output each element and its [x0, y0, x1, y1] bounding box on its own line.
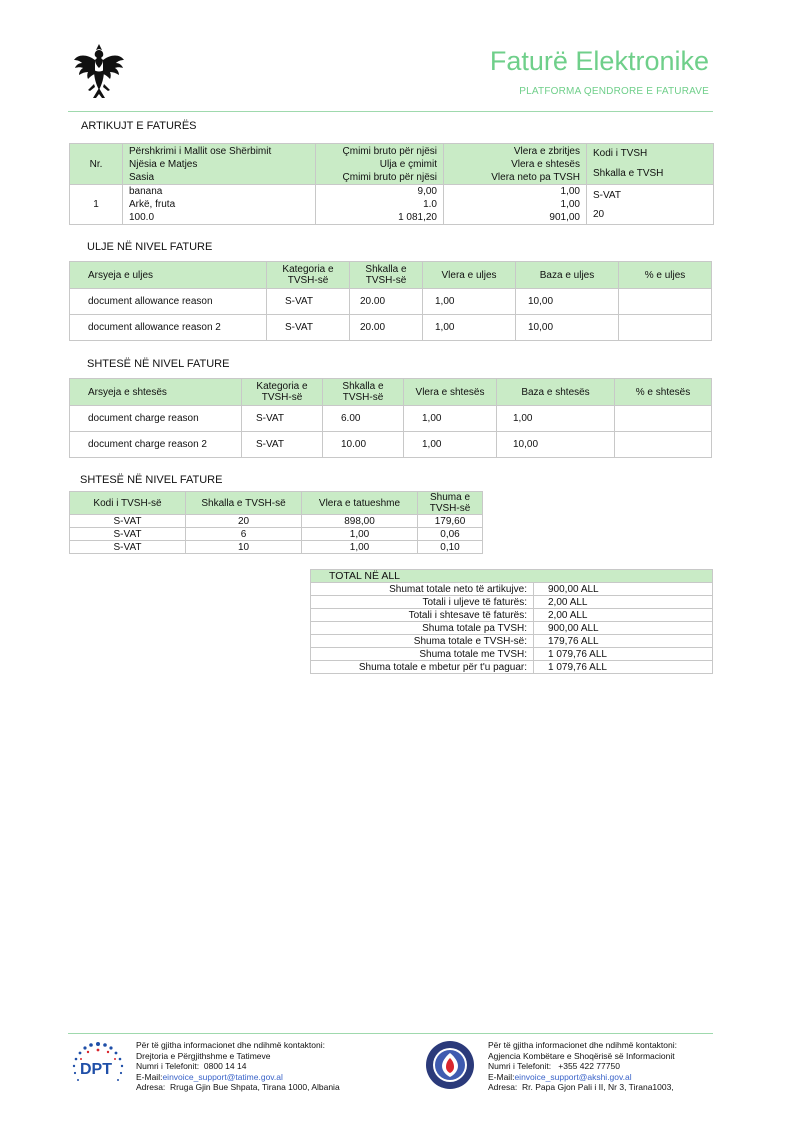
- items-header-nr: Nr.: [70, 144, 123, 185]
- item-price: 9,00 1.0 1 081,20: [316, 185, 444, 225]
- charge-header-base: Baza e shtesës: [497, 379, 615, 406]
- item-value: 1,00 1,00 901,00: [444, 185, 587, 225]
- totals-header-row: [311, 570, 713, 583]
- allowance-header-category: Kategoria e TVSH-së: [267, 262, 350, 289]
- allowance-header-base: Baza e uljes: [516, 262, 619, 289]
- item-desc: banana Arkë, fruta 100.0: [123, 185, 316, 225]
- vat-header-code: Kodi i TVSH-së: [70, 492, 186, 515]
- vat-header-amount: Shuma e TVSH-së: [418, 492, 483, 515]
- vat-header-rate: Shkalla e TVSH-së: [186, 492, 302, 515]
- footer-divider: [68, 1033, 713, 1034]
- items-header-price: Çmimi bruto për njësi Ulja e çmimit Çmimi bruto për njësi: [316, 144, 444, 185]
- allowance-header-rate: Shkalla e TVSH-së: [350, 262, 423, 289]
- table-row: [70, 315, 712, 341]
- footer-left-email: E-Mail:einvoice_support@tatime.gov.al: [136, 1071, 283, 1082]
- table-row: [311, 648, 713, 661]
- table-row: [311, 622, 713, 635]
- vat-taxable: 1,00: [302, 541, 418, 554]
- vat-header-taxable: Vlera e tatueshme: [302, 492, 418, 515]
- total-value: 900,00 ALL: [534, 622, 713, 635]
- dpt-logo-text: DPT: [80, 1061, 112, 1078]
- footer-left-org: Drejtoria e Përgjithshme e Tatimeve: [136, 1050, 271, 1061]
- akshi-seal-icon: [425, 1040, 475, 1090]
- charge-header-rate: Shkalla e TVSH-së: [323, 379, 404, 406]
- charge-header-reason: Arsyeja e shtesës: [70, 379, 242, 406]
- charge-percent: [615, 432, 712, 458]
- allowance-rate: 20.00: [350, 315, 423, 341]
- items-section-title: ARTIKUJT E FATURËS: [81, 120, 197, 132]
- allowance-header-percent: % e uljes: [619, 262, 712, 289]
- allowance-header-row: [70, 262, 712, 289]
- invoice-title: Faturë Elektronike: [489, 46, 709, 76]
- totals-table: [310, 569, 713, 674]
- table-row: [311, 609, 713, 622]
- charge-rate: 6.00: [323, 406, 404, 432]
- total-label: Shuma totale e mbetur për t'u paguar:: [311, 661, 534, 674]
- footer-left-email-link[interactable]: einvoice_support@tatime.gov.al: [162, 1071, 283, 1082]
- table-row: [70, 185, 714, 225]
- footer-right-address: Adresa: Rr. Papa Gjon Pali i II, Nr 3, Tirana1003,: [488, 1082, 674, 1093]
- table-row: [70, 528, 483, 541]
- vat-taxable: 898,00: [302, 515, 418, 528]
- allowance-section-title: ULJE NË NIVEL FATURE: [87, 241, 213, 253]
- charge-header-value: Vlera e shtesës: [404, 379, 497, 406]
- allowance-percent: [619, 289, 712, 315]
- footer-left-phone: Numri i Telefonit: 0800 14 14: [136, 1061, 247, 1072]
- allowance-value: 1,00: [423, 315, 516, 341]
- footer-left-intro: Për të gjitha informacionet dhe ndihmë kontaktoni:: [136, 1040, 326, 1050]
- footer-left-contact: [136, 1040, 386, 1093]
- charge-value: 1,00: [404, 432, 497, 458]
- allowance-reason: document allowance reason: [70, 289, 267, 315]
- total-label: Shuma totale e TVSH-së:: [311, 635, 534, 648]
- total-label: Shuma totale pa TVSH:: [311, 622, 534, 635]
- vat-rate: 6: [186, 528, 302, 541]
- vat-code: S-VAT: [70, 541, 186, 554]
- items-header-row: [70, 144, 714, 185]
- footer-right-contact: [488, 1040, 713, 1093]
- total-value: 1 079,76 ALL: [534, 648, 713, 661]
- allowance-reason: document allowance reason 2: [70, 315, 267, 341]
- footer-right-email: E-Mail:einvoice_support@akshi.gov.al: [488, 1071, 632, 1082]
- total-label: Shumat totale neto të artikujve:: [311, 583, 534, 596]
- table-row: [311, 635, 713, 648]
- vat-amount: 0,10: [418, 541, 483, 554]
- charge-value: 1,00: [404, 406, 497, 432]
- charge-percent: [615, 406, 712, 432]
- vat-taxable: 1,00: [302, 528, 418, 541]
- albanian-eagle-icon: [72, 40, 126, 106]
- total-value: 179,76 ALL: [534, 635, 713, 648]
- vat-header-row: [70, 492, 483, 515]
- charge-base: 10,00: [497, 432, 615, 458]
- table-row: [70, 432, 712, 458]
- charge-header-row: [70, 379, 712, 406]
- footer-left-address: Adresa: Rruga Gjin Bue Shpata, Tirana 1000, Albania: [136, 1082, 340, 1093]
- table-row: [70, 289, 712, 315]
- total-label: Totali i uljeve të faturës:: [311, 596, 534, 609]
- vat-code: S-VAT: [70, 515, 186, 528]
- items-table: [69, 143, 714, 225]
- table-row: [311, 596, 713, 609]
- vat-amount: 0,06: [418, 528, 483, 541]
- table-row: [311, 661, 713, 674]
- total-value: 900,00 ALL: [534, 583, 713, 596]
- allowance-table: [69, 261, 712, 341]
- table-row: [70, 541, 483, 554]
- total-value: 2,00 ALL: [534, 609, 713, 622]
- charge-reason: document charge reason: [70, 406, 242, 432]
- footer-right-email-link[interactable]: einvoice_support@akshi.gov.al: [514, 1071, 632, 1082]
- charge-reason: document charge reason 2: [70, 432, 242, 458]
- total-value: 2,00 ALL: [534, 596, 713, 609]
- vat-rate: 20: [186, 515, 302, 528]
- charge-header-percent: % e shtesës: [615, 379, 712, 406]
- vat-table: [69, 491, 483, 554]
- allowance-value: 1,00: [423, 289, 516, 315]
- table-row: [311, 583, 713, 596]
- items-header-desc: Përshkrimi i Mallit ose Shërbimit Njësia e Matjes Sasia: [123, 144, 316, 185]
- charge-category: S-VAT: [242, 432, 323, 458]
- total-value: 1 079,76 ALL: [534, 661, 713, 674]
- vat-rate: 10: [186, 541, 302, 554]
- allowance-category: S-VAT: [267, 315, 350, 341]
- vat-amount: 179,60: [418, 515, 483, 528]
- allowance-base: 10,00: [516, 315, 619, 341]
- charge-header-category: Kategoria e TVSH-së: [242, 379, 323, 406]
- footer-right-org: Agjencia Kombëtare e Shoqërisë së Informacionit: [488, 1050, 675, 1061]
- header-divider: [68, 111, 713, 112]
- allowance-header-value: Vlera e uljes: [423, 262, 516, 289]
- item-nr: 1: [70, 185, 123, 225]
- vat-code: S-VAT: [70, 528, 186, 541]
- charge-section-title: SHTESË NË NIVEL FATURE: [87, 358, 230, 370]
- allowance-rate: 20.00: [350, 289, 423, 315]
- allowance-percent: [619, 315, 712, 341]
- footer-right-intro: Për të gjitha informacionet dhe ndihmë kontaktoni:: [488, 1040, 678, 1050]
- footer-right-phone: Numri i Telefonit: +355 422 77750: [488, 1061, 620, 1072]
- items-header-vat: Kodi i TVSH Shkalla e TVSH: [587, 144, 714, 185]
- allowance-header-reason: Arsyeja e uljes: [70, 262, 267, 289]
- totals-title: TOTAL NË ALL: [311, 570, 713, 583]
- table-row: [70, 515, 483, 528]
- charge-category: S-VAT: [242, 406, 323, 432]
- charge-base: 1,00: [497, 406, 615, 432]
- charge-rate: 10.00: [323, 432, 404, 458]
- allowance-category: S-VAT: [267, 289, 350, 315]
- allowance-base: 10,00: [516, 289, 619, 315]
- dpt-logo: [68, 1040, 128, 1088]
- vat-section-title: SHTESË NË NIVEL FATURE: [80, 474, 223, 486]
- platform-subtitle: PLATFORMA QENDRORE E FATURAVE: [519, 86, 709, 97]
- charge-table: [69, 378, 712, 458]
- items-header-value: Vlera e zbritjes Vlera e shtesës Vlera neto pa TVSH: [444, 144, 587, 185]
- total-label: Shuma totale me TVSH:: [311, 648, 534, 661]
- item-vat: S-VAT 20: [587, 185, 714, 225]
- total-label: Totali i shtesave të faturës:: [311, 609, 534, 622]
- table-row: [70, 406, 712, 432]
